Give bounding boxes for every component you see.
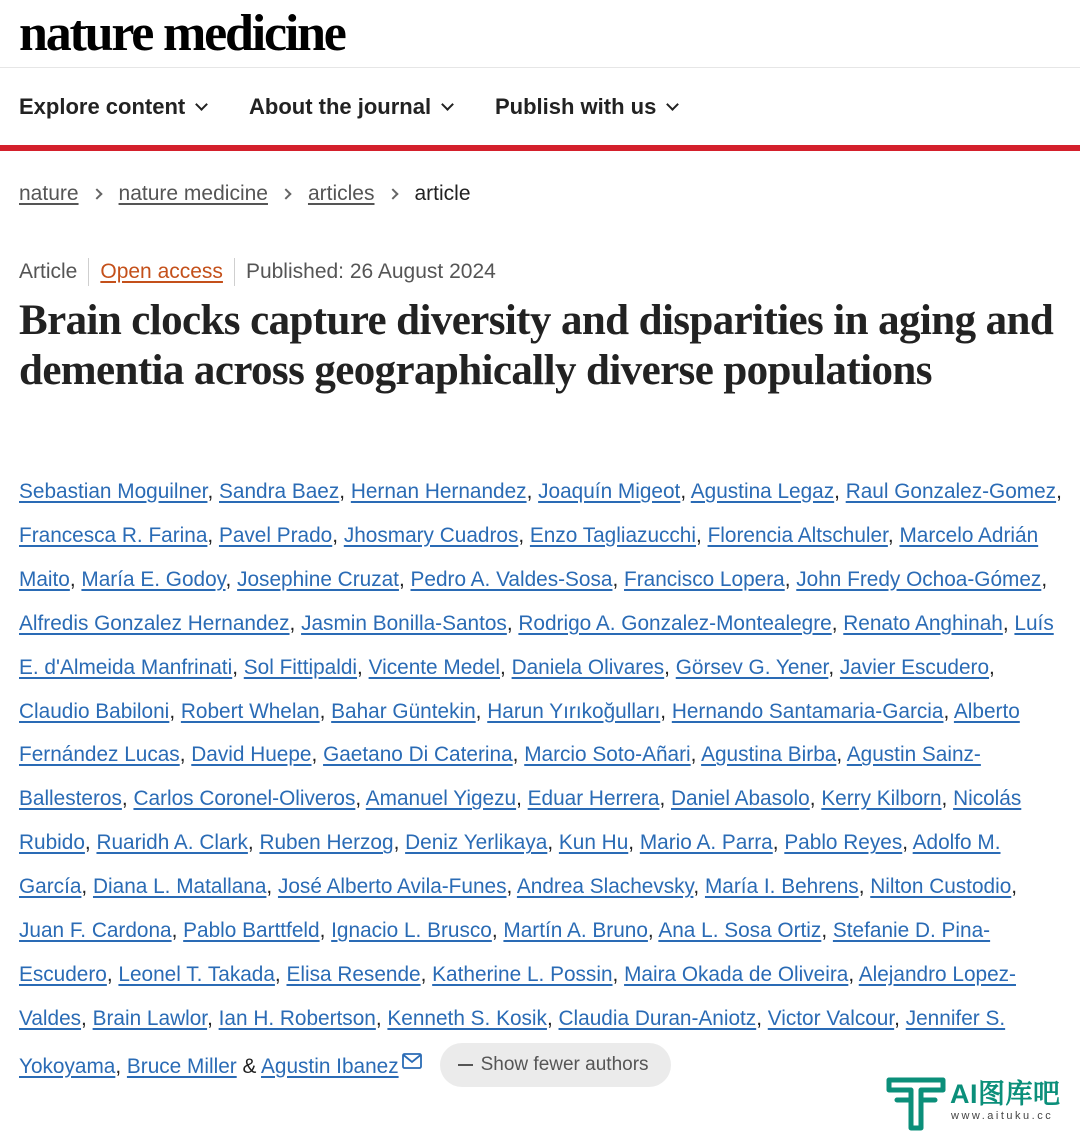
mail-icon[interactable]	[402, 1041, 422, 1085]
chevron-right-icon	[91, 188, 102, 199]
journal-logo[interactable]: nature medicine	[19, 5, 345, 62]
meta-divider	[234, 258, 235, 286]
author-link[interactable]: Agustin Sainz-Ballesteros	[19, 743, 981, 811]
author-link[interactable]: Maira Okada de Oliveira	[624, 962, 849, 986]
author-link[interactable]: Claudio Babiloni	[19, 699, 170, 723]
author-link[interactable]: Kerry Kilborn	[821, 787, 942, 811]
author-link[interactable]: Diana L. Matallana	[92, 875, 267, 899]
author-link[interactable]: Daniel Abasolo	[671, 787, 810, 811]
author-list: Sebastian Moguilner, Sandra Baez, Hernan Hernandez, Joaquín Migeot, Agustina Legaz, Raul Gonzalez-Gomez, Francesca R. Farina, Pavel Prado, Jhosmary Cuadros, Enzo Tagliazucchi, Florencia Altschuler, Marcelo Adrián Maito, María E. Godoy, Josephine Cruzat, Pedro A. Valdes-Sosa, Francisco Lopera, John Fredy Ochoa-Gómez, Alfredis Gonzalez Hernandez, Jasmin Bonilla-Santos, Rodrigo A. Gonzalez-Montealegre, Renato Anghinah, Luís E. d'Almeida Manfrinati, Sol Fittipaldi, Vicente Medel, Daniela Olivares, Görsev G. Yener, Javier Escudero, Claudio Babiloni, Robert Whelan, Bahar Güntekin, Harun Yırıkoğulları, Hernando Santamaria-Garcia, Alberto Fernández Lucas, David Huepe, Gaetano Di Caterina, Marcio Soto-Añari, Agustina Birba, Agustin Sainz-Ballesteros, Carlos Coronel-Oliveros, Amanuel Yigezu, Eduar Herrera, Daniel Abasolo, Kerry Kilborn, Nicolás Rubido, Ruaridh A. Clark, Ruben Herzog, Deniz Yerlikaya, Kun Hu, Mario A. Parra, Pablo Reyes, Adolfo M. García, Diana L. Matallana, José Alberto Avila-Funes, Andrea Slachevsky, María I. Behrens, Nilton Custodio, Juan F. Cardona, Pablo Barttfeld, Ignacio L. Brusco, Martín A. Bruno, Ana L. Sosa Ortiz, Stefanie D. Pina-Escudero, Leonel T. Takada, Elisa Resende, Katherine L. Possin, Maira Okada de Oliveira, Alejandro Lopez-Valdes, Brain Lawlor, Ian H. Robertson, Kenneth S. Kosik, Claudia Duran-Aniotz, Victor Valcour, Jennifer S. Yokoyama, Bruce Miller & Agustin Ibanez Show fewer authors	[19, 470, 1064, 1089]
published-date: Published: 26 August 2024	[245, 260, 496, 283]
author-link[interactable]: Amanuel Yigezu	[365, 787, 517, 811]
breadcrumb	[19, 180, 471, 208]
author-link[interactable]: Sol Fittipaldi	[243, 655, 358, 679]
chevron-down-icon	[666, 98, 679, 111]
author-link[interactable]: Javier Escudero	[839, 655, 990, 679]
author-link[interactable]: Pedro A. Valdes-Sosa	[410, 567, 613, 591]
site-header	[0, 0, 1080, 68]
meta-divider	[88, 258, 89, 286]
watermark-name: AI图库吧	[950, 1079, 1061, 1109]
author-link[interactable]: Leonel T. Takada	[118, 962, 275, 986]
author-link[interactable]: Görsev G. Yener	[675, 655, 829, 679]
author-link[interactable]: Hernan Hernandez	[350, 480, 527, 503]
watermark-url: www.aituku.cc	[951, 1110, 1054, 1122]
article-type: Article	[19, 260, 78, 283]
breadcrumb-current: article	[414, 182, 471, 205]
author-link[interactable]: Elisa Resende	[286, 962, 421, 986]
author-link[interactable]: Eduar Herrera	[527, 787, 660, 811]
author-link[interactable]: Luís E. d'Almeida Manfrinati	[19, 611, 1054, 679]
breadcrumb-articles[interactable]: articles	[307, 182, 375, 205]
article-meta	[19, 258, 496, 286]
author-link[interactable]: Raul Gonzalez-Gomez	[845, 480, 1057, 503]
author-link[interactable]: Brain Lawlor	[92, 1006, 208, 1030]
author-link[interactable]: Renato Anghinah	[843, 611, 1003, 635]
nav-publish-with-us[interactable]	[495, 91, 677, 123]
watermark	[885, 1070, 1075, 1136]
author-link[interactable]: María I. Behrens	[704, 875, 859, 899]
author-link[interactable]: Gaetano Di Caterina	[323, 743, 513, 767]
author-link[interactable]: Bahar Güntekin	[331, 699, 476, 723]
author-link[interactable]: Hernando Santamaria-Garcia	[671, 699, 944, 723]
author-link[interactable]: Stefanie D. Pina-Escudero	[19, 919, 991, 986]
author-link[interactable]: Sebastian Moguilner	[19, 480, 208, 503]
author-link[interactable]: Marcelo Adrián Maito	[19, 523, 1039, 591]
open-access-link[interactable]: Open access	[100, 260, 223, 283]
nav-publish-with-us-label: Publish with us	[495, 94, 657, 119]
main-nav	[0, 69, 1080, 145]
chevron-down-icon	[195, 98, 208, 111]
author-link[interactable]: Joaquín Migeot	[538, 480, 681, 503]
author-link[interactable]: Nicolás Rubido	[19, 787, 1022, 855]
chevron-down-icon	[441, 98, 454, 111]
author-link[interactable]: Ian H. Robertson	[218, 1006, 376, 1030]
show-fewer-authors-button[interactable]	[440, 1043, 671, 1087]
chevron-right-icon	[387, 188, 398, 199]
author-link[interactable]: Agustina Legaz	[690, 480, 835, 503]
author-link[interactable]: John Fredy Ochoa-Gómez	[796, 567, 1042, 591]
author-link[interactable]: Andrea Slachevsky	[516, 875, 694, 899]
nav-about-journal-label: About the journal	[249, 94, 432, 119]
author-link[interactable]: Ignacio L. Brusco	[331, 919, 492, 943]
author-link[interactable]: David Huepe	[191, 743, 312, 767]
author-link[interactable]: Adolfo M. García	[19, 831, 1001, 899]
author-link[interactable]: Pablo Reyes	[784, 831, 903, 855]
author-link[interactable]: Kenneth S. Kosik	[387, 1006, 547, 1030]
author-link[interactable]: Daniela Olivares	[511, 655, 665, 679]
show-fewer-authors-label: Show fewer authors	[480, 1054, 649, 1076]
author-link[interactable]: María E. Godoy	[81, 567, 226, 591]
author-link[interactable]: Robert Whelan	[180, 699, 320, 723]
author-link[interactable]: Ruaridh A. Clark	[96, 831, 248, 855]
author-link[interactable]: Florencia Altschuler	[707, 523, 888, 547]
author-link[interactable]: Ruben Herzog	[259, 831, 394, 855]
author-link[interactable]: Jhosmary Cuadros	[343, 523, 519, 547]
author-link[interactable]: Pablo Barttfeld	[183, 919, 320, 943]
brand-divider	[0, 145, 1080, 151]
author-link[interactable]: Katherine L. Possin	[432, 962, 613, 986]
author-link[interactable]: Francesca R. Farina	[19, 523, 208, 547]
breadcrumb-nature[interactable]: nature	[19, 182, 79, 205]
nav-explore-content[interactable]	[19, 91, 206, 123]
author-link[interactable]: Mario A. Parra	[639, 831, 773, 855]
author-link[interactable]: Sandra Baez	[219, 480, 340, 503]
author-link[interactable]: Bruce Miller	[126, 1054, 237, 1078]
authors-conjunction: &	[242, 1054, 257, 1078]
author-link[interactable]: Nilton Custodio	[870, 875, 1012, 899]
author-link[interactable]: Martín A. Bruno	[503, 919, 648, 943]
author-link[interactable]: Vicente Medel	[368, 655, 501, 679]
author-link[interactable]: Pavel Prado	[218, 523, 333, 547]
author-link[interactable]: Jennifer S. Yokoyama	[19, 1006, 1006, 1078]
author-link[interactable]: Harun Yırıkoğulları	[487, 699, 661, 723]
author-link[interactable]: Deniz Yerlikaya	[405, 831, 548, 855]
author-link[interactable]: Agustina Birba	[701, 743, 837, 767]
author-link[interactable]: Agustin Ibanez	[261, 1054, 399, 1078]
author-link[interactable]: Victor Valcour	[767, 1006, 895, 1030]
author-link[interactable]: Alfredis Gonzalez Hernandez	[19, 611, 290, 635]
nav-about-journal[interactable]	[249, 91, 452, 123]
breadcrumb-nature-medicine[interactable]: nature medicine	[118, 182, 268, 205]
author-link[interactable]: Ana L. Sosa Ortiz	[658, 919, 822, 943]
author-link[interactable]: Jasmin Bonilla-Santos	[301, 611, 507, 635]
author-link[interactable]: Carlos Coronel-Oliveros	[133, 787, 356, 811]
author-link[interactable]: Enzo Tagliazucchi	[529, 523, 696, 547]
author-link[interactable]: Rodrigo A. Gonzalez-Montealegre	[518, 611, 832, 635]
author-link[interactable]: Josephine Cruzat	[237, 567, 399, 591]
minus-icon	[458, 1064, 473, 1066]
nav-explore-content-label: Explore content	[19, 94, 186, 119]
author-link[interactable]: Claudia Duran-Aniotz	[558, 1006, 757, 1030]
watermark-logo-icon	[885, 1070, 947, 1132]
author-link[interactable]: Alberto Fernández Lucas	[19, 699, 1020, 767]
author-link[interactable]: Alejandro Lopez-Valdes	[19, 962, 1016, 1030]
chevron-right-icon	[280, 188, 291, 199]
article-title: Brain clocks capture diversity and disparities in aging and dementia across geographically diverse populations	[19, 297, 1054, 394]
author-link[interactable]: Kun Hu	[558, 831, 629, 855]
author-link[interactable]: Francisco Lopera	[624, 567, 785, 591]
author-link[interactable]: Marcio Soto-Añari	[524, 743, 691, 767]
author-link[interactable]: José Alberto Avila-Funes	[277, 875, 507, 899]
author-link[interactable]: Juan F. Cardona	[19, 919, 172, 943]
